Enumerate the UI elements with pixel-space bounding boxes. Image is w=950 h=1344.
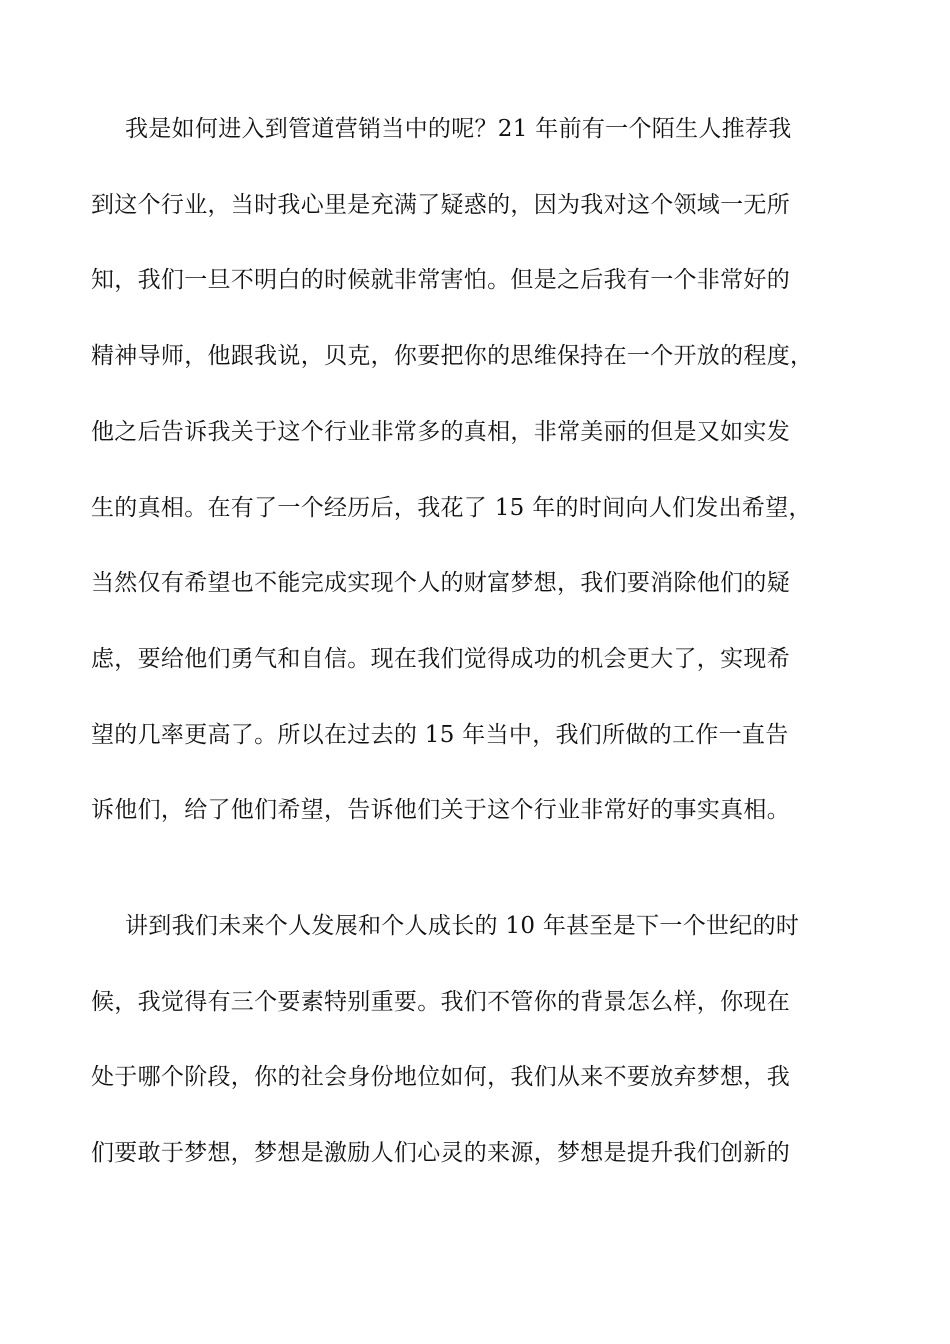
paragraph-line: 们要敢于梦想，梦想是激励人们心灵的来源，梦想是提升我们创新的 [91, 1140, 790, 1167]
paragraph-1 [91, 92, 881, 849]
paragraph-line: 望的几率更高了。所以在过去的 15 年当中，我们所做的工作一直告 [91, 721, 789, 748]
paragraph-line: 诉他们，给了他们希望，告诉他们关于这个行业非常好的事实真相。 [91, 797, 790, 824]
paragraph-line: 知，我们一旦不明白的时候就非常害怕。但是之后我有一个非常好的 [91, 267, 790, 294]
paragraph-line: 到这个行业，当时我心里是充满了疑惑的，因为我对这个领域一无所 [91, 191, 790, 218]
paragraph-line: 生的真相。在有了一个经历后，我花了 15 年的时间向人们发出希望， [91, 494, 812, 521]
paragraph-2 [91, 889, 881, 1192]
paragraph-line: 虑，要给他们勇气和自信。现在我们觉得成功的机会更大了，实现希 [91, 645, 790, 672]
paragraph-line: 我是如何进入到管道营销当中的呢？21 年前有一个陌生人推荐我 [125, 116, 792, 142]
paragraph-line: 讲到我们未来个人发展和个人成长的 10 年甚至是下一个世纪的时 [125, 913, 800, 939]
paragraph-line: 候，我觉得有三个要素特别重要。我们不管你的背景怎么样，你现在 [91, 988, 790, 1015]
paragraph-line: 处于哪个阶段，你的社会身份地位如何，我们从来不要放弃梦想，我 [91, 1064, 790, 1091]
paragraph-line: 精神导师，他跟我说，贝克，你要把你的思维保持在一个开放的程度， [91, 343, 814, 370]
paragraph-line: 当然仅有希望也不能完成实现个人的财富梦想，我们要消除他们的疑 [91, 570, 790, 597]
paragraph-line: 他之后告诉我关于这个行业非常多的真相，非常美丽的但是又如实发 [91, 418, 790, 445]
